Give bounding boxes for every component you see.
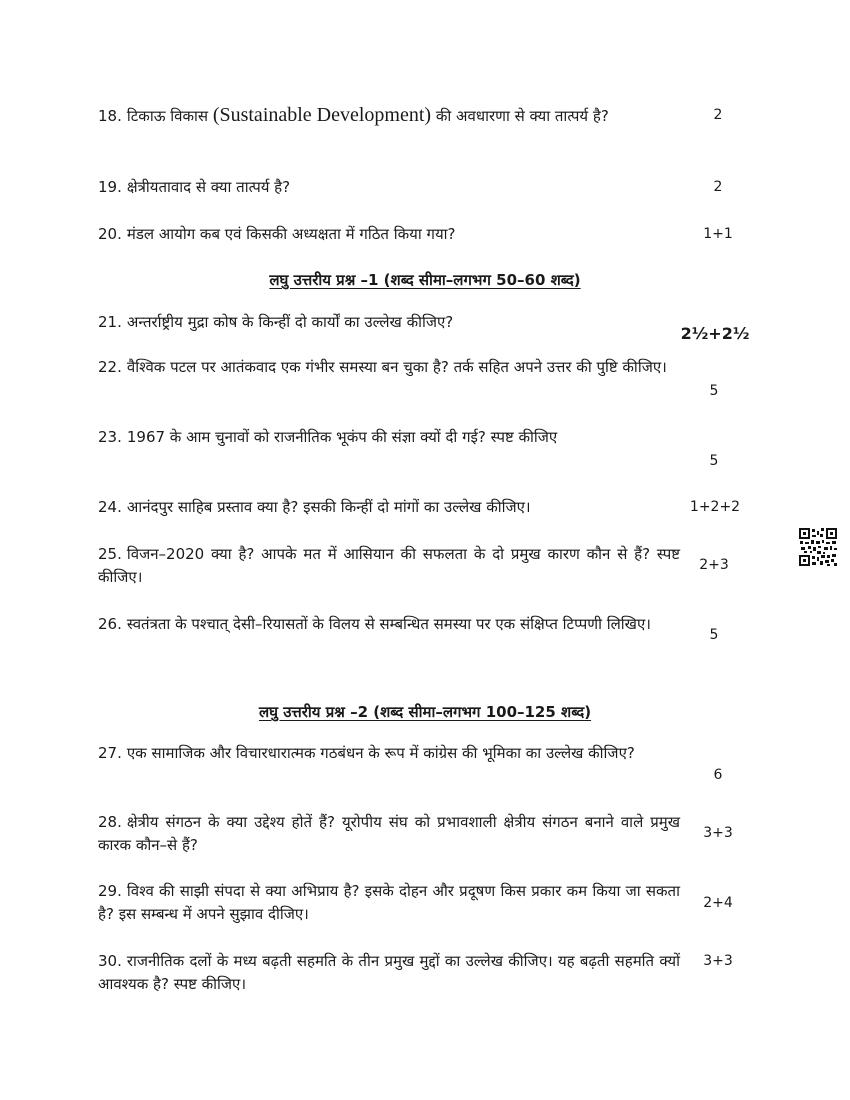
question-number: 27. — [98, 744, 122, 762]
question-text: मंडल आयोग कब एवं किसकी अध्यक्षता में गठित किया गया? — [126, 225, 456, 243]
marks-23: 5 — [709, 453, 719, 469]
marks-27: 6 — [713, 767, 723, 783]
marks-24: 1+2+2 — [689, 499, 741, 515]
question-20 — [98, 223, 680, 246]
question-number: 20. — [98, 225, 122, 243]
question-text: की अवधारणा से क्या तात्पर्य है? — [435, 107, 609, 125]
marks-25: 2+3 — [699, 557, 729, 573]
question-text: अन्तर्राष्ट्रीय मुद्रा कोष के किन्हीं दो कार्यों का उल्लेख कीजिए? — [126, 313, 454, 331]
question-number: 23. — [98, 428, 122, 446]
question-number: 26. — [98, 615, 122, 633]
question-text: 1967 के आम चुनावों को राजनीतिक भूकंप की संज्ञा क्यों दी गई? स्पष्ट कीजिए — [126, 428, 558, 446]
question-number: 21. — [98, 313, 122, 331]
question-27 — [98, 742, 680, 765]
question-text: राजनीतिक दलों के मध्य बढ़ती सहमति के तीन प्रमुख मुद्दों का उल्लेख कीजिए। यह बढ़ती सहमति क्यों आवश्यक है? स्पष्ट कीजिए। — [98, 952, 680, 993]
question-text-english: (Sustainable Development) — [212, 104, 432, 126]
marks-19: 2 — [713, 179, 723, 195]
question-text-hindi: टिकाऊ विकास — [126, 107, 209, 125]
question-text: स्वतंत्रता के पश्चात् देसी–रियासतों के विलय से सम्बन्धित समस्या पर एक संक्षिप्त टिप्पणी लिखिए। — [126, 615, 651, 633]
question-19 — [98, 176, 680, 199]
question-text: क्षेत्रीयतावाद से क्या तात्पर्य है? — [126, 178, 291, 196]
marks-18: 2 — [713, 107, 723, 123]
marks-20: 1+1 — [703, 226, 733, 242]
question-25 — [98, 543, 680, 589]
question-number: 22. — [98, 358, 122, 376]
marks-26: 5 — [709, 627, 719, 643]
marks-29: 2+4 — [703, 895, 733, 911]
question-number: 19. — [98, 178, 122, 196]
question-23 — [98, 426, 680, 449]
section-heading-text: लघु उत्तरीय प्रश्न –1 (शब्द सीमा–लगभग 50–60 शब्द) — [269, 271, 581, 289]
question-24 — [98, 496, 680, 519]
question-number: 24. — [98, 498, 122, 516]
question-text: क्षेत्रीय संगठन के क्या उद्देश्य होतें हैं? यूरोपीय संघ को प्रभावशाली क्षेत्रीय संगठन बनाने वाले प्रमुख कारक कौन–से हैं? — [98, 813, 680, 854]
question-text: आनंदपुर साहिब प्रस्ताव क्या है? इसकी किन्हीं दो मांगों का उल्लेख कीजिए। — [126, 498, 531, 516]
marks-22: 5 — [709, 383, 719, 399]
question-number: 28. — [98, 813, 122, 831]
question-text: विजन–2020 क्या है? आपके मत में आसियान की सफलता के दो प्रमुख कारण कौन से हैं? स्पष्ट कीजिए। — [98, 545, 680, 586]
question-text: वैश्विक पटल पर आतंकवाद एक गंभीर समस्या बन चुका है? तर्क सहित अपने उत्तर की पुष्टि कीजिए। — [126, 358, 667, 376]
qr-code-icon — [798, 527, 838, 567]
question-number: 25. — [98, 545, 122, 563]
marks-30: 3+3 — [703, 953, 733, 969]
question-28 — [98, 811, 680, 857]
marks-21: 2½+2½ — [680, 324, 750, 343]
question-text: विश्व की साझी संपदा से क्या अभिप्राय है? इसके दोहन और प्रदूषण किस प्रकार कम किया जा सकता है? इस सम्बन्ध में अपने सुझाव दीजिए। — [98, 882, 680, 923]
question-21 — [98, 311, 680, 334]
question-22 — [98, 356, 680, 379]
marks-28: 3+3 — [703, 825, 733, 841]
section-heading-2 — [0, 702, 850, 722]
question-18 — [98, 104, 680, 128]
question-text: एक सामाजिक और विचारधारात्मक गठबंधन के रूप में कांग्रेस की भूमिका का उल्लेख कीजिए? — [126, 744, 635, 762]
question-26 — [98, 613, 680, 636]
section-heading-text: लघु उत्तरीय प्रश्न –2 (शब्द सीमा–लगभग 100–125 शब्द) — [258, 703, 592, 721]
question-29 — [98, 880, 680, 926]
question-30 — [98, 950, 680, 996]
question-number: 30. — [98, 952, 122, 970]
question-number: 18. — [98, 107, 122, 125]
question-number: 29. — [98, 882, 122, 900]
section-heading-1 — [0, 270, 850, 290]
